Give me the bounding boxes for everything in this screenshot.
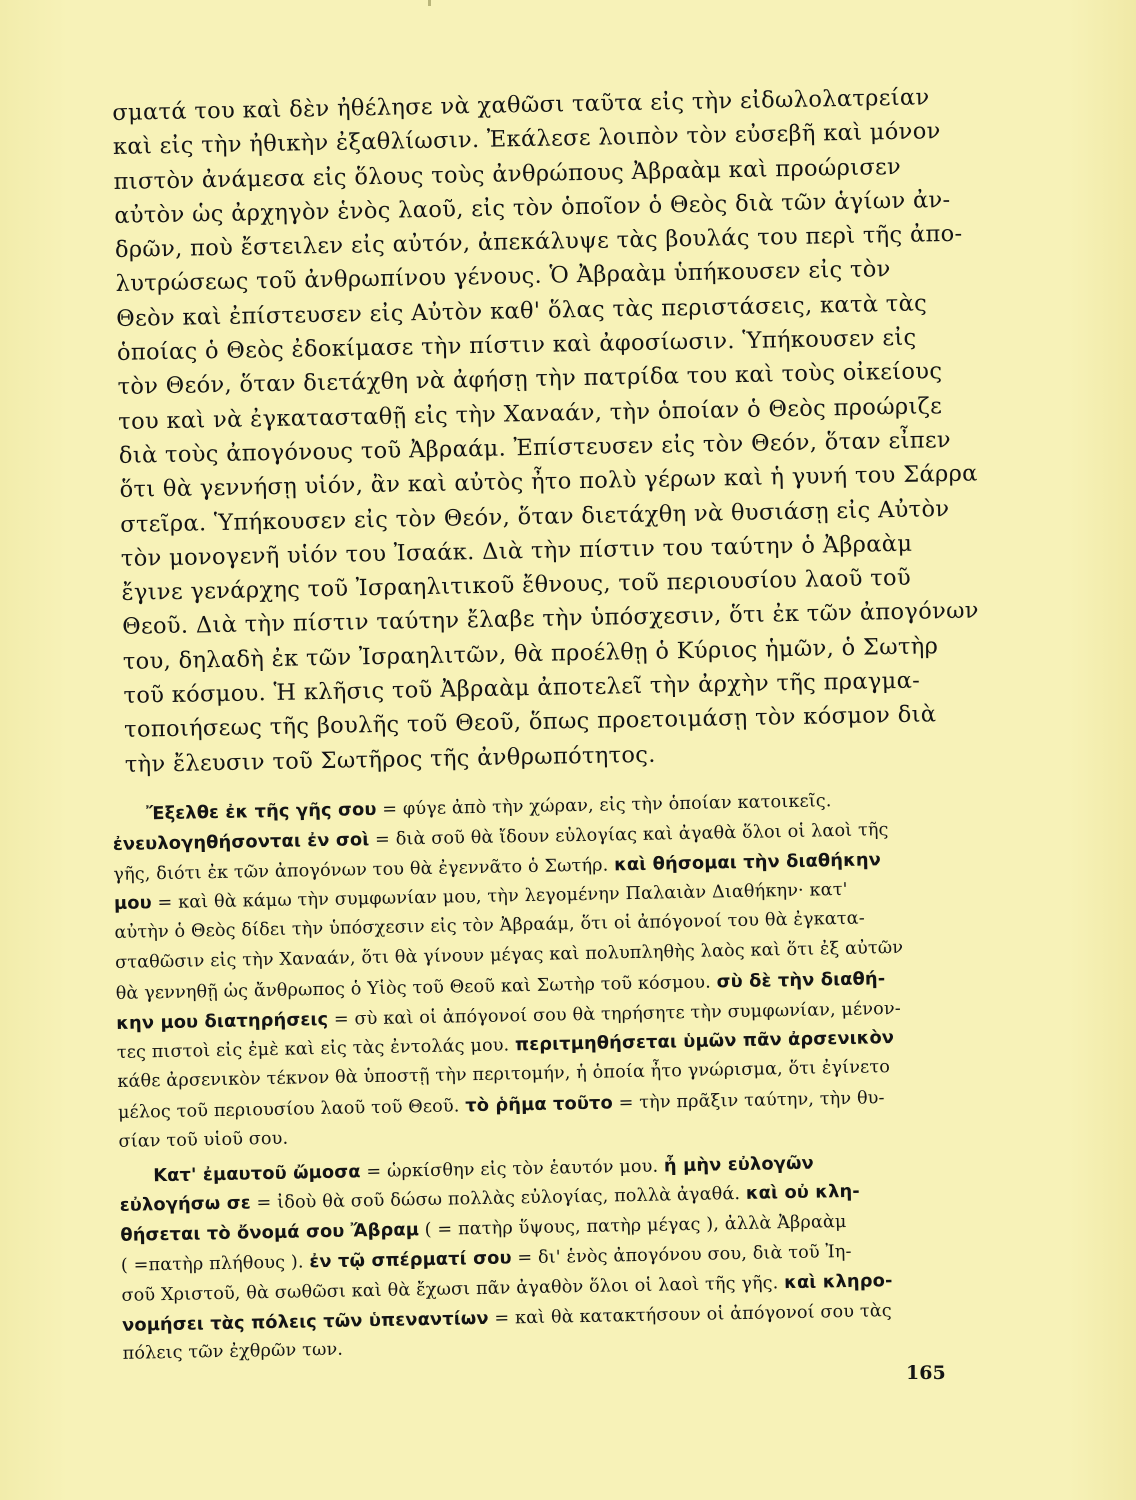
note-term: σὺ δὲ τὴν διαθή- — [716, 967, 886, 993]
body-line: Θεὸν καὶ ἐπίστευσεν εἰς Αὐτὸν καθ' ὅλας τὰς περιστάσεις, κατὰ τὰς — [116, 290, 928, 332]
note-text: = τὴν πρᾶξιν ταύτην, τὴν θυ- — [612, 1088, 885, 1114]
note-term: μου — [113, 892, 152, 915]
body-line: ὅτι θὰ γεννήσῃ υἱόν, ἂν καὶ αὐτὸς ἦτο πολὺ γέρων καὶ ἡ γυνή του Σάρρα — [119, 460, 978, 504]
body-line: στεῖρα. Ὑπήκουσεν εἰς τὸν Θεόν, ὅταν διετάχθη νὰ θυσιάσῃ εἰς Αὐτὸν — [119, 495, 950, 538]
note-term: Ἔξελθε ἐκ τῆς γῆς σου — [146, 798, 377, 825]
note-term: καὶ οὐ κλη- — [745, 1181, 861, 1205]
note-text: αὐτὴν ὁ Θεὸς δίδει τὴν ὑπόσχεσιν εἰς τὸν Ἀβραάμ, ὅτι οἱ ἀπόγονοί του θὰ ἐγκατα- — [114, 908, 866, 944]
note-text: σοῦ Χριστοῦ, θὰ σωθῶσι καὶ θὰ ἔχωσι πᾶν ἀγαθὸν ὅλοι οἱ λαοὶ τῆς γῆς. — [121, 1272, 785, 1306]
body-line: λυτρώσεως τοῦ ἀνθρωπίνου γένους. Ὁ Ἀβραὰμ ὑπήκουσεν εἰς τὸν — [115, 256, 891, 298]
note-text: = ὡρκίσθην εἰς τὸν ἑαυτόν μου. — [360, 1156, 665, 1182]
note-term: ἐν τῷ σπέρματί σου — [309, 1247, 512, 1273]
note-text: = σὺ καὶ οἱ ἀπόγονοί σου θὰ τηρήσητε τὴν συμφωνίαν, μένον- — [327, 998, 902, 1030]
body-line: τὴν ἔλευσιν τοῦ Σωτῆρος τῆς ἀνθρωπότητος. — [124, 741, 657, 778]
body-line: του καὶ νὰ ἐγκατασταθῇ εἰς τὴν Χαναάν, τὴν ὁποίαν ὁ Θεὸς προώριζε — [118, 392, 943, 435]
body-line: τοποιήσεως τῆς βουλῆς τοῦ Θεοῦ, ὅπως προετοιμάσῃ τὸν κόσμον διὰ — [123, 701, 937, 744]
body-line: δρῶν, ποὺ ἔστειλεν εἰς αὐτόν, ἀπεκάλυψε τὰς βουλάς του περὶ τῆς ἀπο- — [114, 220, 963, 264]
note-text: = καὶ θὰ κάμω τὴν συμφωνίαν μου, τὴν λεγομένην Παλαιὰν Διαθήκην· κατ' — [151, 880, 848, 914]
note-text: = καὶ θὰ κατακτήσουν οἱ ἀπόγονοί σου τὰς — [488, 1300, 893, 1329]
body-line: καὶ εἰς τὴν ἠθικὴν ἐξαθλίωσιν. Ἐκάλεσε λοιπὸν τὸν εὐσεβῆ καὶ μόνον — [112, 118, 941, 161]
body-line: του, δηλαδὴ ἐκ τῶν Ἰσραηλιτῶν, θὰ προέλθῃ ὁ Κύριος ἡμῶν, ὁ Σωτὴρ — [122, 632, 939, 675]
body-line: ἔγινε γενάρχης τοῦ Ἰσραηλιτικοῦ ἔθνους, τοῦ περιουσίου λαοῦ τοῦ — [121, 564, 912, 607]
note-text: κάθε ἀρσενικὸν τέκνον θὰ ὑποστῇ τὴν περιτομήν, ἡ ὁποία ἦτο γνώρισμα, ὅτι ἐγίνετο — [117, 1057, 891, 1093]
note-text: ( =πατὴρ πλήθους ). — [120, 1252, 310, 1276]
scan-mark — [428, 0, 431, 6]
note-text: τες πιστοὶ εἰς ἐμὲ καὶ εἰς τὰς ἐντολάς μου. — [116, 1035, 516, 1064]
note-term: τὸ ῥῆμα τοῦτο — [465, 1092, 614, 1117]
note-text: σίαν τοῦ υἱοῦ σου. — [118, 1128, 289, 1152]
body-line: πιστὸν ἀνάμεσα εἰς ὅλους τοὺς ἀνθρώπους Ἀβραὰμ καὶ προώρισεν — [113, 153, 902, 195]
note-text: = διὰ σοῦ θὰ ἴδουν εὐλογίας καὶ ἀγαθὰ ὅλοι οἱ λαοὶ τῆς — [369, 819, 889, 850]
note-term: καὶ θήσομαι τὴν διαθήκην — [613, 848, 882, 875]
note-text: μέλος τοῦ περιουσίου λαοῦ τοῦ Θεοῦ. — [117, 1096, 466, 1123]
note-text: = δι' ἑνὸς ἀπογόνου σου, διὰ τοῦ Ἰη- — [511, 1241, 852, 1269]
note-term: εὐλογήσω σε — [119, 1192, 252, 1217]
body-line: τὸν μονογενῆ υἱόν του Ἰσαάκ. Διὰ τὴν πίστιν του ταύτην ὁ Ἀβραὰμ — [120, 530, 913, 572]
body-line: σματά του καὶ δὲν ἠθέλησε νὰ χαθῶσι ταῦτα εἰς τὴν εἰδωλολατρείαν — [112, 84, 930, 126]
body-line: ὁποίας ὁ Θεὸς ἐδοκίμασε τὴν πίστιν καὶ ἀφοσίωσιν. Ὑπήκουσεν εἰς — [116, 324, 917, 367]
body-line: Θεοῦ. Διὰ τὴν πίστιν ταύτην ἔλαβε τὴν ὑπόσχεσιν, ὅτι ἐκ τῶν ἀπογόνων — [121, 597, 980, 641]
note-text: ( = πατὴρ ὕψους, πατὴρ μέγας ), ἀλλὰ Ἀβραὰμ — [418, 1212, 847, 1241]
note-text: = ἰδοὺ θὰ σοῦ δώσω πολλὰς εὐλογίας, πολλὰ ἀγαθά. — [250, 1184, 747, 1214]
body-line: τοῦ κόσμου. Ἡ κλῆσις τοῦ Ἀβραὰμ ἀποτελεῖ τὴν ἀρχὴν τῆς πραγμα- — [123, 667, 921, 709]
glossary-notes — [112, 784, 963, 1370]
note-term: κην μου διατηρήσεις — [116, 1008, 329, 1034]
note-term: θήσεται τὸ ὄνομά σου Ἄβραμ — [120, 1219, 420, 1247]
notes-paragraph-2 — [119, 1145, 963, 1370]
page-number: 165 — [906, 1362, 946, 1384]
body-line: αὐτὸν ὡς ἀρχηγὸν ἑνὸς λαοῦ, εἰς τὸν ὁποῖον ὁ Θεὸς διὰ τῶν ἁγίων ἀν- — [114, 186, 951, 229]
note-term: καὶ κληρο- — [783, 1269, 893, 1293]
note-term: περιτμηθήσεται ὑμῶν πᾶν ἀρσενικὸν — [514, 1027, 895, 1056]
note-term: Κατ' ἐμαυτοῦ ὤμοσα — [153, 1160, 361, 1186]
note-term: νομήσει τὰς πόλεις τῶν ὑπεναντίων — [121, 1307, 489, 1336]
note-text: γῆς, διότι ἐκ τῶν ἀπογόνων του θὰ ἐγεννᾶτο ὁ Σωτήρ. — [113, 854, 615, 885]
main-text — [112, 80, 980, 782]
note-term: ἐνευλογηθήσονται ἐν σοὶ — [112, 828, 370, 855]
note-text: πόλεις τῶν ἐχθρῶν των. — [122, 1340, 344, 1365]
notes-paragraph-1 — [112, 784, 959, 1158]
note-text: = φύγε ἀπὸ τὴν χώραν, εἰς τὴν ὁποίαν κατοικεῖς. — [376, 791, 832, 820]
body-line: τὸν Θεόν, ὅταν διετάχθη νὰ ἀφήσῃ τὴν πατρίδα του καὶ τοὺς οἰκείους — [117, 358, 943, 401]
body-line: διὰ τοὺς ἀπογόνους τοῦ Ἀβραάμ. Ἐπίστευσεν εἰς τὸν Θεόν, ὅταν εἶπεν — [118, 426, 952, 469]
note-term: ἦ μὴν εὐλογῶν — [663, 1152, 815, 1177]
note-text: σταθῶσιν εἰς τὴν Χαναάν, ὅτι θὰ γίνουν μέγας καὶ πολυπληθὴς λαὸς καὶ ὅτι ἐξ αὐτῶν — [114, 937, 904, 973]
note-text: θὰ γεννηθῇ ὡς ἄνθρωπος ὁ Υἱὸς τοῦ Θεοῦ καὶ Σωτὴρ τοῦ κόσμου. — [115, 972, 717, 1004]
